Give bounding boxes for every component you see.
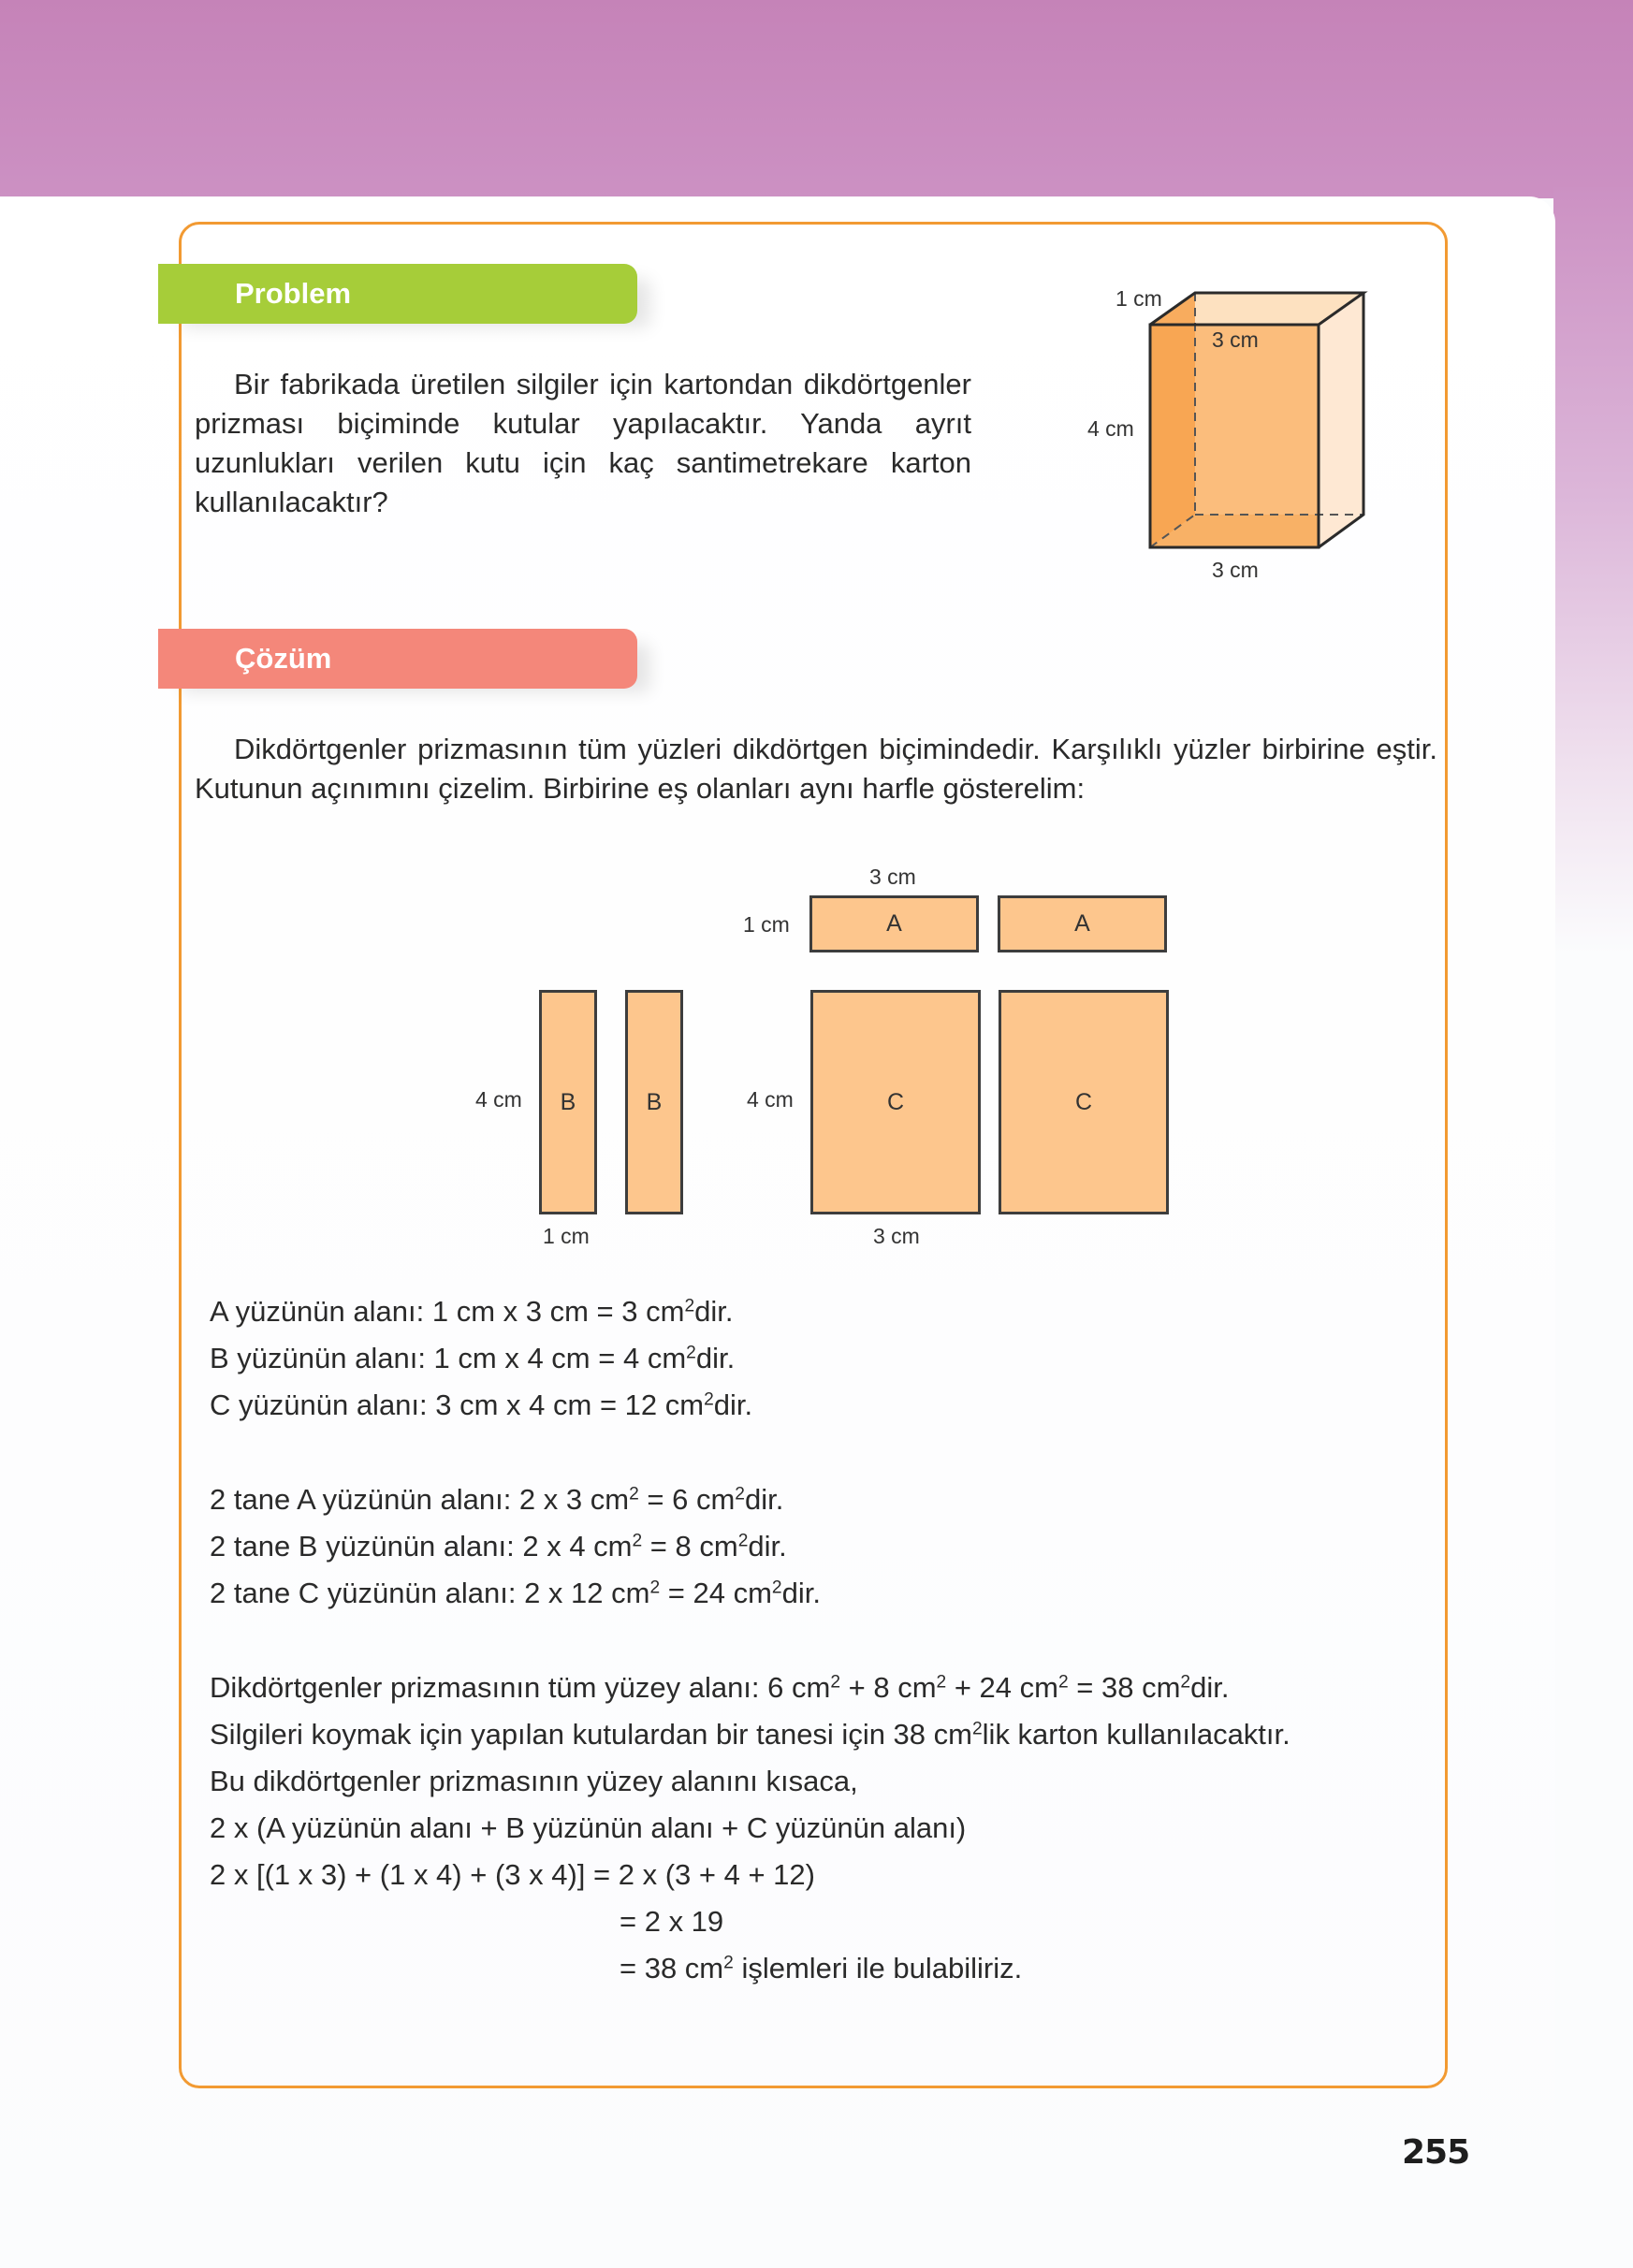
- pair-area-c: 2 tane C yüzünün alanı: 2 x 12 $cm^2 = 24$ $cm^2dir$.: [210, 1577, 821, 1609]
- net-b-height-label: 4 cm: [475, 1087, 522, 1112]
- prism-height-label: 4 cm: [1087, 416, 1134, 441]
- short-intro-line: Bu dikdörtgenler prizmasının yüzey alanını kısaca,: [210, 1765, 858, 1797]
- calc-line-3: = 38 $cm^2$ işlemleri ile bulabiliriz.: [620, 1952, 1023, 1985]
- solution-intro: [195, 730, 1437, 808]
- rectangular-prism-figure: [1146, 285, 1371, 557]
- face-area-a: A yüzünün alanı: 1 cm x 3 cm = 3 $cm^2dir$.: [210, 1295, 734, 1328]
- formula-line: 2 x (A yüzünün alanı + B yüzünün alanı + C yüzünün alanı): [210, 1811, 967, 1844]
- face-area-list: [210, 1288, 752, 1429]
- total-area-line: Dikdörtgenler prizmasının tüm yüzey alanı: 6 $cm^2 + 8$ $cm^2 + 24$ $cm^2 = 38$ $cm^2dir$.: [210, 1671, 1230, 1704]
- page-number: 255: [1402, 2133, 1470, 2172]
- summary-block: [210, 1665, 1290, 1992]
- net-face-b-1: B: [539, 990, 597, 1214]
- calc-line-2: = 2 x 19: [620, 1905, 724, 1938]
- page-side-band: [1553, 187, 1633, 954]
- net-a-width-label: 3 cm: [869, 865, 916, 889]
- face-area-c: C yüzünün alanı: 3 cm x 4 cm = 12 $cm^2dir$.: [210, 1388, 753, 1421]
- net-a-height-label: 1 cm: [743, 912, 790, 937]
- net-c-width-label: 3 cm: [873, 1224, 920, 1248]
- problem-tag: Problem: [158, 264, 637, 324]
- net-face-b-2: B: [625, 990, 683, 1214]
- problem-text: [195, 365, 971, 522]
- pair-area-b: 2 tane B yüzünün alanı: 2 x 4 $cm^2 = 8$ $cm^2dir$.: [210, 1530, 787, 1563]
- page-header-band: [0, 0, 1633, 198]
- face-area-b: B yüzünün alanı: 1 cm x 4 cm = 4 $cm^2dir$.: [210, 1342, 736, 1374]
- prism-depth-label: 1 cm: [1115, 286, 1162, 311]
- net-b-width-label: 1 cm: [543, 1224, 590, 1248]
- net-face-c-2: C: [999, 990, 1169, 1214]
- solution-intro-content: Dikdörtgenler prizmasının tüm yüzleri dikdörtgen biçimindedir. Karşılıklı yüzler birbirine eştir. Kutunun açınımını çizelim. Birbirine eş olanları aynı harfle gösterelim:: [195, 733, 1437, 805]
- calc-line-1: 2 x [(1 x 3) + (1 x 4) + (3 x 4)] = 2 x (3 + 4 + 12): [210, 1858, 815, 1891]
- net-face-a-1: A: [809, 895, 979, 952]
- solution-tag: Çözüm: [158, 629, 637, 689]
- pair-area-a: 2 tane A yüzünün alanı: 2 x 3 $cm^2 = 6$ $cm^2dir$.: [210, 1483, 784, 1516]
- prism-top-width-label: 3 cm: [1212, 327, 1259, 352]
- carton-line: Silgileri koymak için yapılan kutulardan bir tanesi için 38 $cm^2lik$ karton kullanılacaktır.: [210, 1718, 1290, 1751]
- pair-area-list: [210, 1476, 821, 1617]
- problem-text-content: Bir fabrikada üretilen silgiler için kartondan dikdörtgenler prizması biçiminde kutular yapılacaktır. Yanda ayrıt uzunlukları verilen kutu için kaç santimetrekare karton kullanılacaktır?: [195, 368, 971, 518]
- net-face-c-1: C: [810, 990, 981, 1214]
- prism-bottom-width-label: 3 cm: [1212, 558, 1259, 582]
- net-c-height-label: 4 cm: [747, 1087, 794, 1112]
- net-face-a-2: A: [998, 895, 1167, 952]
